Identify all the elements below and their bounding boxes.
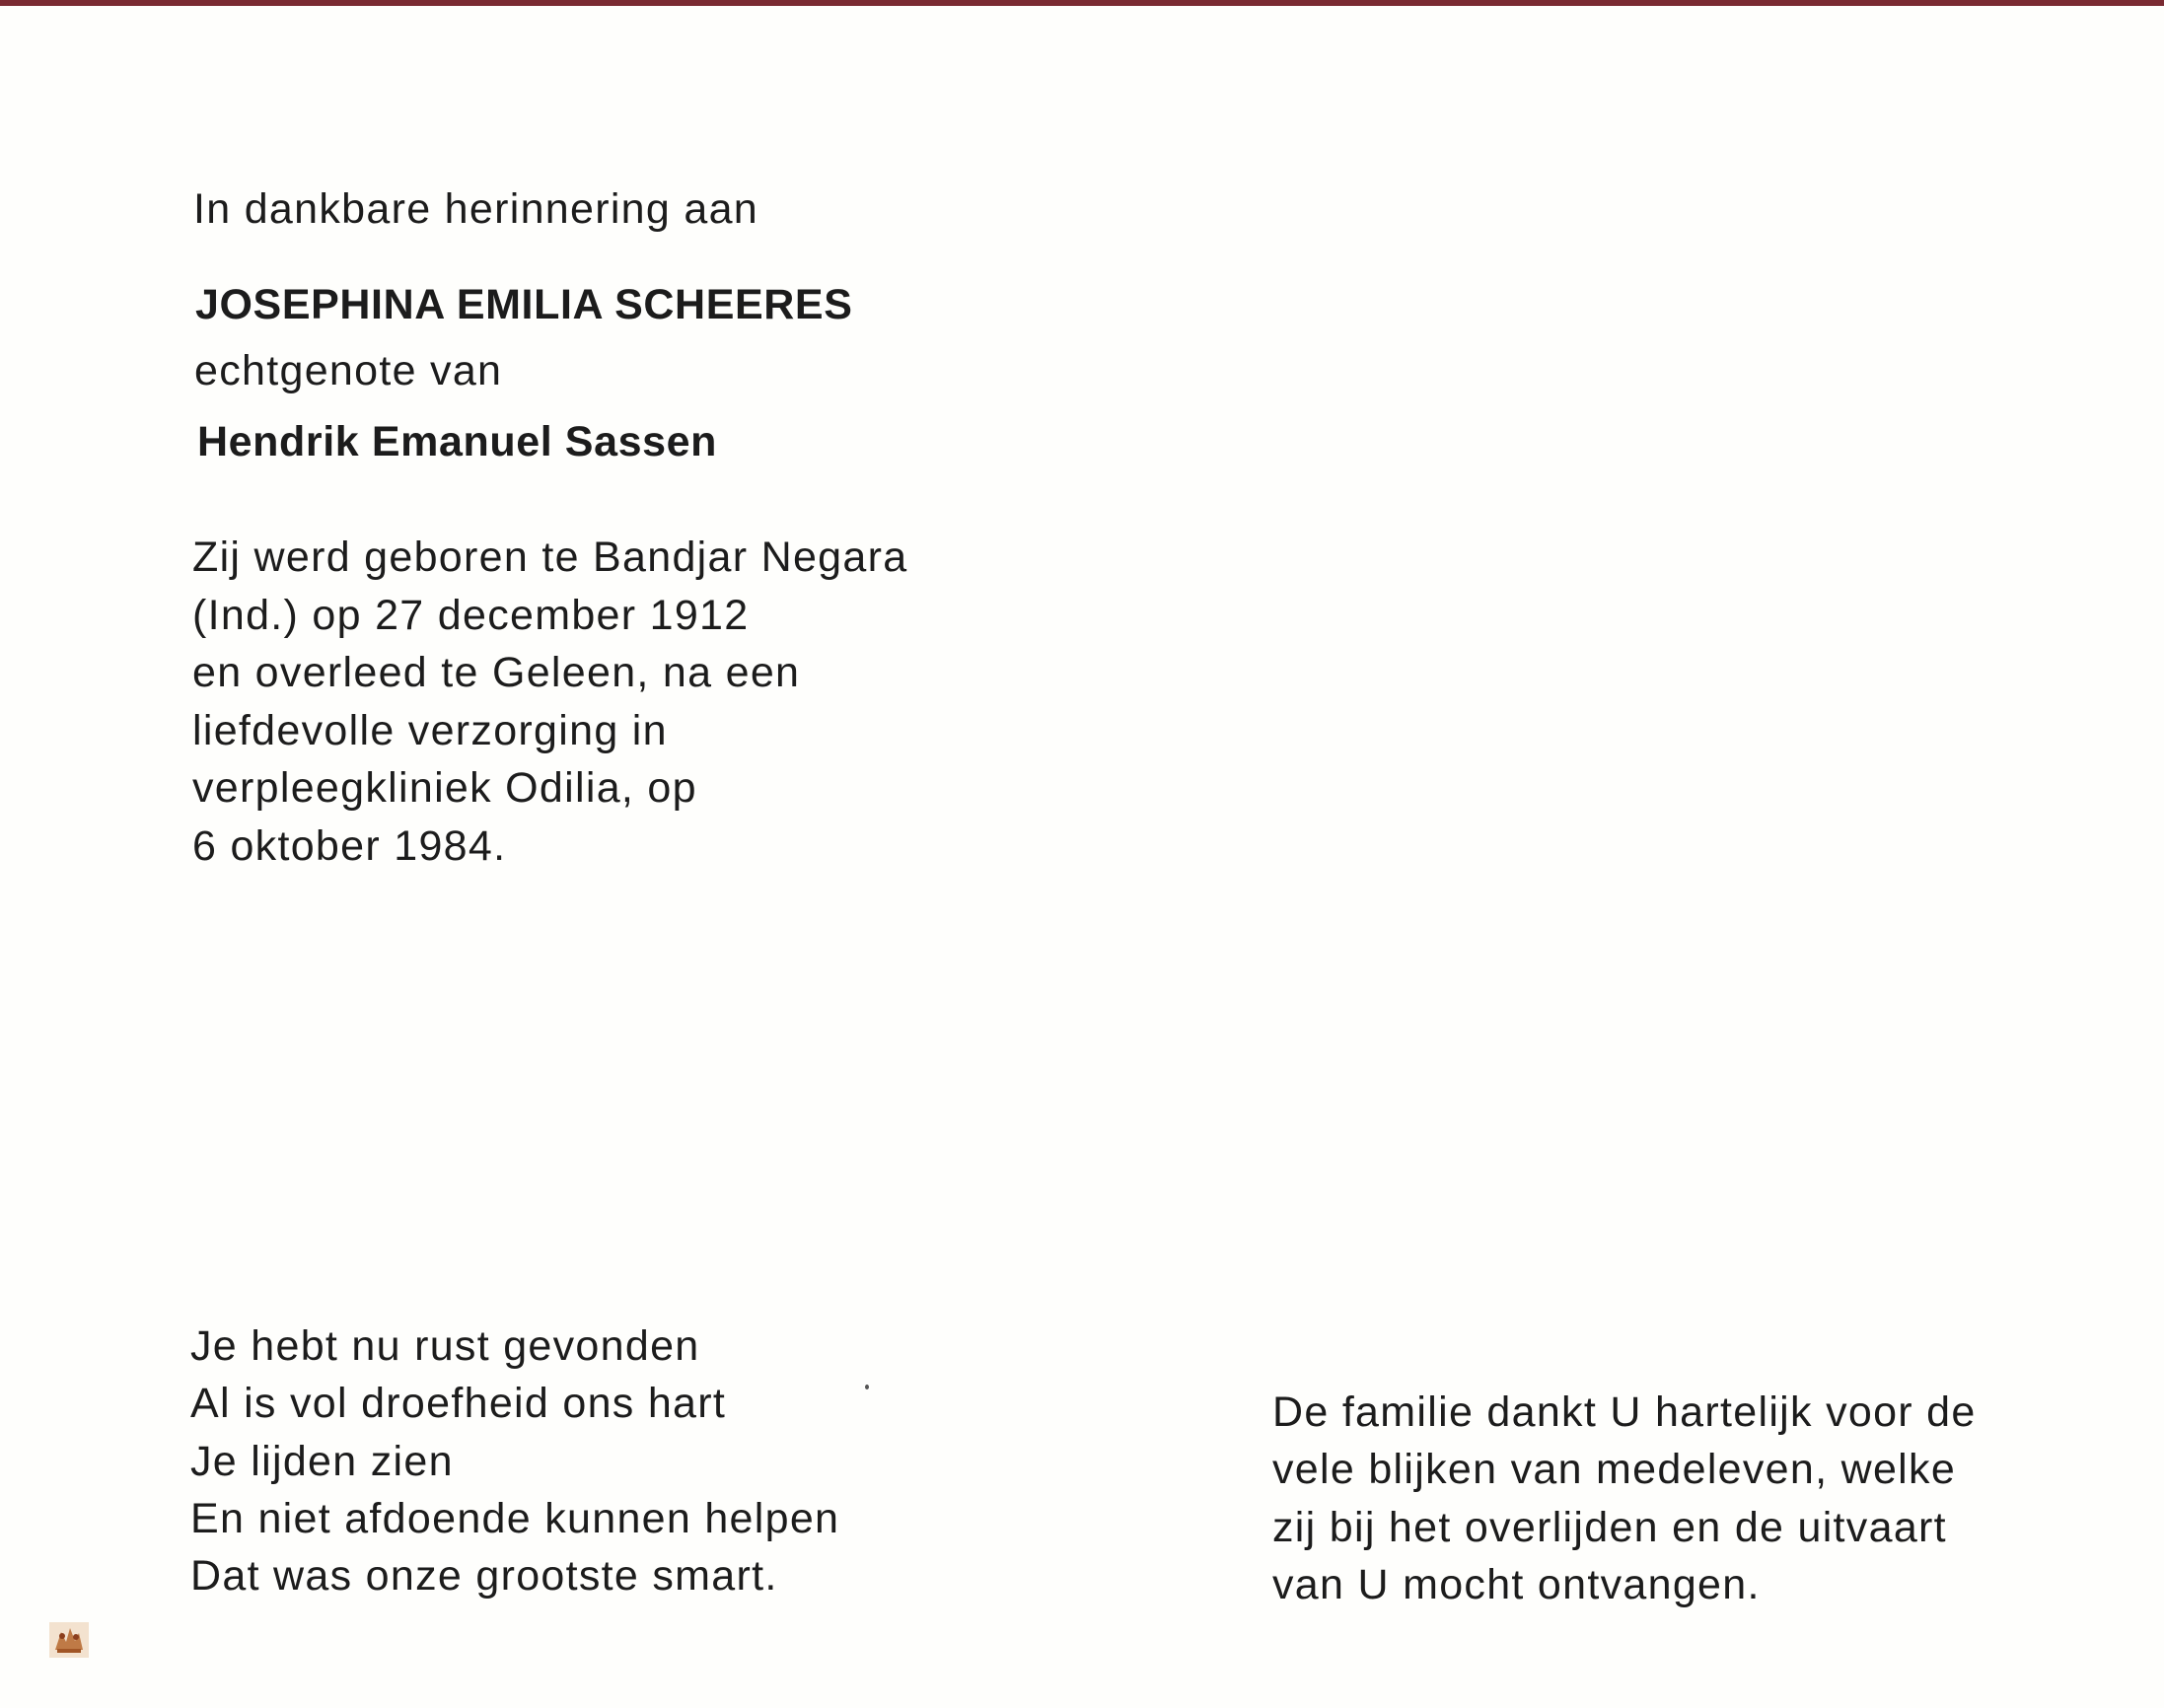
poem-line: Dat was onze grootste smart. <box>190 1552 778 1601</box>
bio-line: Zij werd geboren te Bandjar Negara <box>192 534 908 581</box>
spouse-name-block <box>197 413 717 470</box>
spouse-prefix: echtgenote van <box>194 347 503 394</box>
spouse-prefix-block <box>194 342 502 399</box>
deceased-name: JOSEPHINA EMILIA SCHEERES <box>195 281 853 328</box>
bio-line: liefdevolle verzorging in <box>192 706 668 754</box>
thanks-line: vele blijken van medeleven, welke <box>1272 1446 1957 1494</box>
bio-line: 6 oktober 1984. <box>192 821 507 870</box>
intro-text: In dankbare herinnering aan <box>193 185 758 233</box>
top-border <box>0 0 2164 6</box>
poem-line: En niet afdoende kunnen helpen <box>190 1494 840 1542</box>
thanks-line: zij bij het overlijden en de uitvaart <box>1272 1503 1947 1551</box>
bio-line: (Ind.) op 27 december 1912 <box>192 591 750 639</box>
intro-block <box>193 180 758 238</box>
bio-line: verpleegkliniek Odilia, op <box>192 764 697 812</box>
poem <box>190 1317 839 1604</box>
poem-line: Je hebt nu rust gevonden <box>190 1322 700 1370</box>
family-thanks <box>1272 1384 1977 1613</box>
spouse-name: Hendrik Emanuel Sassen <box>197 418 718 465</box>
deceased-name-block <box>195 276 853 333</box>
biography <box>192 529 907 875</box>
printer-emblem-icon <box>49 1622 89 1658</box>
poem-line: Al is vol droefheid ons hart <box>190 1380 727 1428</box>
thanks-line: van U mocht ontvangen. <box>1272 1560 1761 1608</box>
bio-line: en overleed te Geleen, na een <box>192 649 801 696</box>
paper-speck <box>865 1385 869 1389</box>
thanks-line: De familie dankt U hartelijk voor de <box>1272 1388 1977 1436</box>
poem-line: Je lijden zien <box>190 1437 454 1485</box>
